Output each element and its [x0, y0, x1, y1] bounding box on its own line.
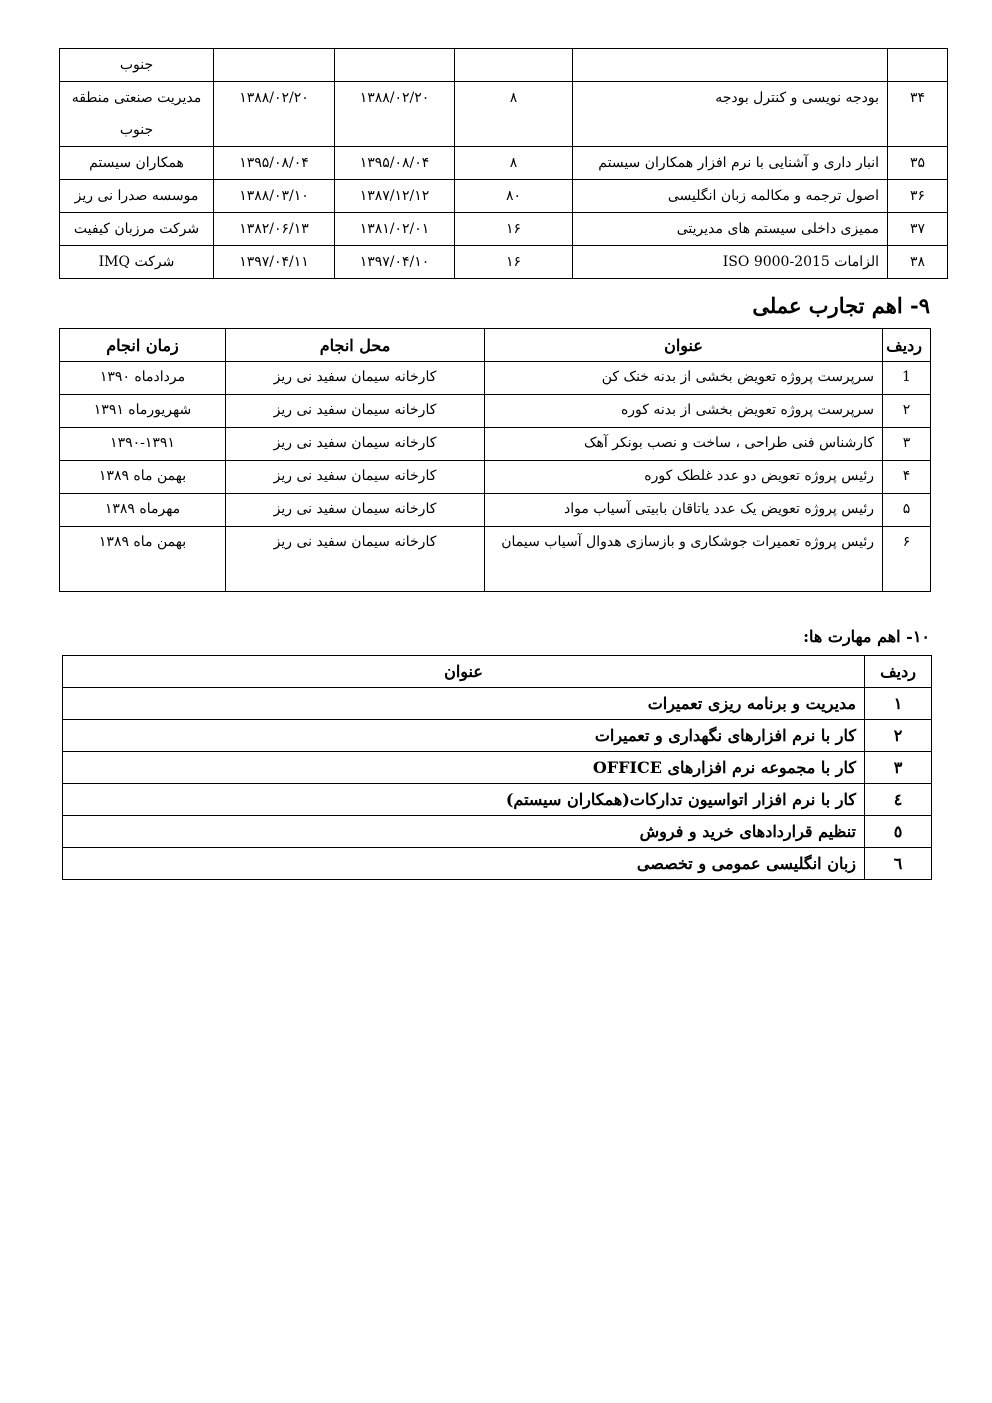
course-num: ۳۸	[888, 246, 948, 279]
skills-table-body	[63, 688, 932, 880]
experience-row	[60, 395, 931, 428]
courses-table-body	[60, 49, 948, 279]
course-organizer: همکاران سیستم	[60, 147, 214, 180]
experience-place: کارخانه سیمان سفید نی ریز	[226, 362, 485, 395]
skill-title: کار با مجموعه نرم افزارهای OFFICE	[63, 752, 865, 784]
experience-row	[60, 428, 931, 461]
skill-num: ۱	[865, 688, 932, 720]
course-row	[60, 213, 948, 246]
skill-num: ٥	[865, 816, 932, 848]
course-num	[888, 49, 948, 82]
experience-title: رئیس پروژه تعویض دو عدد غلطک کوره	[485, 461, 883, 494]
experience-header-row	[60, 329, 931, 362]
experience-row	[60, 461, 931, 494]
experience-place: کارخانه سیمان سفید نی ریز	[226, 527, 485, 592]
experience-num: ۴	[883, 461, 931, 494]
skill-row	[63, 688, 932, 720]
course-hours: ۸	[455, 147, 573, 180]
course-num: ۳۴	[888, 82, 948, 147]
course-organizer: شرکت مرزبان کیفیت	[60, 213, 214, 246]
course-num: ۳۶	[888, 180, 948, 213]
experience-place: کارخانه سیمان سفید نی ریز	[226, 494, 485, 527]
course-row	[60, 82, 948, 147]
course-title: ممیزی داخلی سیستم های مدیریتی	[573, 213, 888, 246]
course-num: ۳۵	[888, 147, 948, 180]
experience-num: ۶	[883, 527, 931, 592]
experience-time: ۱۳۹۰-۱۳۹۱	[60, 428, 226, 461]
experience-time: مهرماه ۱۳۸۹	[60, 494, 226, 527]
experience-title: کارشناس فنی طراحی ، ساخت و نصب بونکر آهک	[485, 428, 883, 461]
course-organizer: جنوب	[60, 49, 214, 82]
course-organizer: شرکت IMQ	[60, 246, 214, 279]
experience-header-time: زمان انجام	[60, 329, 226, 362]
course-hours: ۸	[455, 82, 573, 147]
experience-num: ۲	[883, 395, 931, 428]
course-start-date: ۱۳۸۱/۰۲/۰۱	[335, 213, 455, 246]
experience-row	[60, 494, 931, 527]
experience-title: رئیس پروژه تعمیرات جوشکاری و بازسازی هدوال آسیاب سیمان	[485, 527, 883, 592]
course-start-date: ۱۳۸۷/۱۲/۱۲	[335, 180, 455, 213]
experience-num: 1	[883, 362, 931, 395]
experience-title: سرپرست پروژه تعویض بخشی از بدنه خنک کن	[485, 362, 883, 395]
course-hours: ۱۶	[455, 213, 573, 246]
skill-num: ٤	[865, 784, 932, 816]
experience-row	[60, 527, 931, 592]
skills-header-row	[63, 656, 932, 688]
course-end-date: ۱۳۸۸/۰۳/۱۰	[214, 180, 335, 213]
experience-table-body	[60, 362, 931, 592]
experience-title: سرپرست پروژه تعویض بخشی از بدنه کوره	[485, 395, 883, 428]
course-num: ۳۷	[888, 213, 948, 246]
courses-table	[59, 48, 948, 279]
course-end-date: ۱۳۸۲/۰۶/۱۳	[214, 213, 335, 246]
course-title: انبار داری و آشنایی با نرم افزار همکاران سیستم	[573, 147, 888, 180]
course-organizer: مدیریت صنعتی منطقه جنوب	[60, 82, 214, 147]
skill-row	[63, 752, 932, 784]
experience-time: بهمن ماه ۱۳۸۹	[60, 527, 226, 592]
experience-header-place: محل انجام	[226, 329, 485, 362]
course-start-date: ۱۳۸۸/۰۲/۲۰	[335, 82, 455, 147]
course-title: بودجه نویسی و کنترل بودجه	[573, 82, 888, 147]
skills-header-num: ردیف	[865, 656, 932, 688]
skill-num: ٦	[865, 848, 932, 880]
course-organizer: موسسه صدرا نی ریز	[60, 180, 214, 213]
experience-place: کارخانه سیمان سفید نی ریز	[226, 395, 485, 428]
course-row	[60, 246, 948, 279]
course-row	[60, 180, 948, 213]
experience-time: شهریورماه ۱۳۹۱	[60, 395, 226, 428]
section-heading-experience: ۹- اهم تجارب عملی	[752, 293, 930, 318]
experience-title: رئیس پروژه تعویض یک عدد یاتاقان بابیتی آسیاب مواد	[485, 494, 883, 527]
course-start-date: ۱۳۹۵/۰۸/۰۴	[335, 147, 455, 180]
experience-place: کارخانه سیمان سفید نی ریز	[226, 428, 485, 461]
course-end-date: ۱۳۹۵/۰۸/۰۴	[214, 147, 335, 180]
course-start-date	[335, 49, 455, 82]
course-row	[60, 147, 948, 180]
course-row	[60, 49, 948, 82]
skill-num: ۳	[865, 752, 932, 784]
experience-header-title: عنوان	[485, 329, 883, 362]
skill-title: مدیریت و برنامه ریزی تعمیرات	[63, 688, 865, 720]
section-heading-skills: ۱۰- اهم مهارت ها:	[803, 627, 930, 646]
skill-title: زبان انگلیسی عمومی و تخصصی	[63, 848, 865, 880]
experience-time: بهمن ماه ۱۳۸۹	[60, 461, 226, 494]
experience-time: مردادماه ۱۳۹۰	[60, 362, 226, 395]
skill-row	[63, 816, 932, 848]
skill-title: کار با نرم افزار اتواسیون تدارکات(همکاران سیستم)	[63, 784, 865, 816]
course-hours: ۱۶	[455, 246, 573, 279]
course-title	[573, 49, 888, 82]
course-hours	[455, 49, 573, 82]
experience-num: ۵	[883, 494, 931, 527]
skill-num: ۲	[865, 720, 932, 752]
course-end-date: ۱۳۹۷/۰۴/۱۱	[214, 246, 335, 279]
skill-row	[63, 848, 932, 880]
skill-row	[63, 720, 932, 752]
experience-header-num: ردیف	[883, 329, 931, 362]
experience-place: کارخانه سیمان سفید نی ریز	[226, 461, 485, 494]
experience-num: ۳	[883, 428, 931, 461]
experience-row	[60, 362, 931, 395]
experience-table	[59, 328, 931, 592]
skills-header-title: عنوان	[63, 656, 865, 688]
course-start-date: ۱۳۹۷/۰۴/۱۰	[335, 246, 455, 279]
course-end-date	[214, 49, 335, 82]
course-title: الزامات ISO 9000-2015	[573, 246, 888, 279]
course-hours: ۸۰	[455, 180, 573, 213]
skill-title: تنظیم قراردادهای خرید و فروش	[63, 816, 865, 848]
course-title: اصول ترجمه و مکالمه زبان انگلیسی	[573, 180, 888, 213]
skill-title: کار با نرم افزارهای نگهداری و تعمیرات	[63, 720, 865, 752]
skills-table	[62, 655, 932, 880]
course-end-date: ۱۳۸۸/۰۲/۲۰	[214, 82, 335, 147]
skill-row	[63, 784, 932, 816]
